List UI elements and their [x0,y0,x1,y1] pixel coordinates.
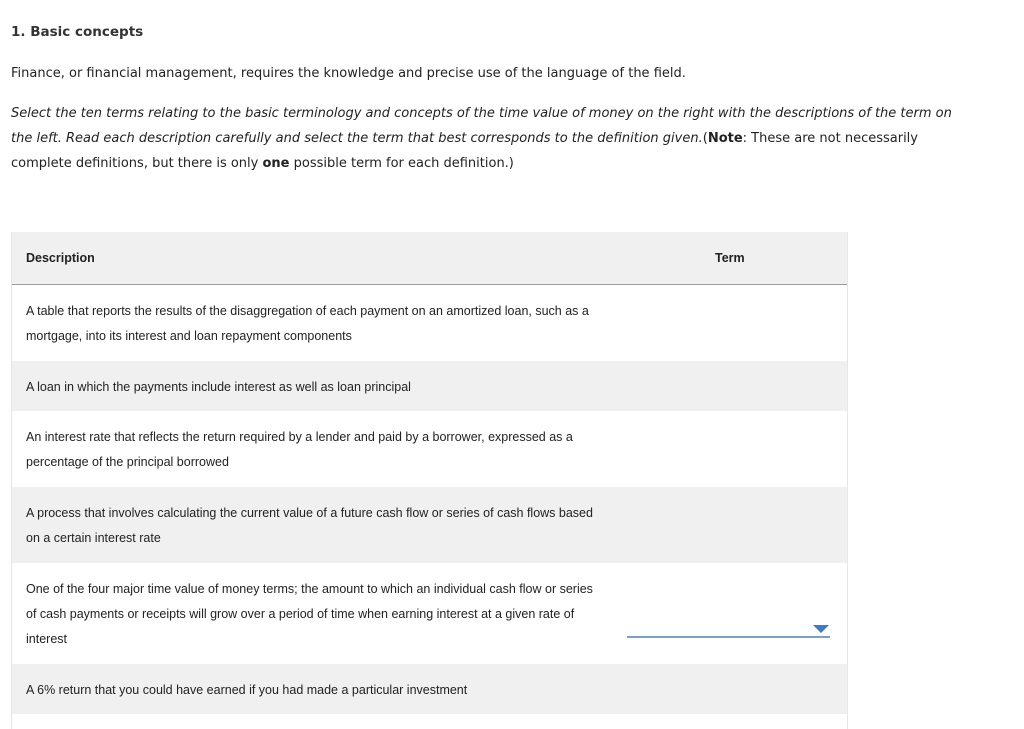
table-row [12,487,847,563]
table-row [12,361,847,411]
row-description: A loan in which the payments include interest as well as loan principal [26,380,411,394]
instructions-text [11,101,971,176]
table-row [12,285,847,361]
intro-text: Finance, or financial management, requires the knowledge and precise use of the language of the field. [11,66,686,81]
row-description: A 6% return that you could have earned if you had made a particular investment [26,683,468,697]
note-mid: : These are not necessarily complete definitions, but there is only [11,131,918,171]
note-label: Note [707,131,743,146]
note-open: ( [702,131,708,146]
table-header [12,232,847,285]
matching-table [11,232,848,729]
note-end: possible term for each definition.) [289,156,514,171]
row-description: A table that reports the results of the disaggregation of each payment on an amortized loan, such as a mortgage, into its interest and loan repayment components [26,304,589,343]
column-header-term: Term [715,251,745,265]
table-row [12,411,847,487]
row-description: An interest rate that reflects the return required by a lender and paid by a borrower, expressed as a percentage of the principal borrowed [26,430,573,469]
row-description: A process that involves calculating the current value of a future cash flow or series of cash flows based on a certain interest rate [26,506,593,545]
row-description: One of the four major time value of money terms; the amount to which an individual cash flow or series of cash payments or receipts will grow over a period of time when earning interest at a given rate of interest [26,582,593,646]
section-heading: 1. Basic concepts [11,24,144,40]
table-row [12,664,847,714]
table-row [12,563,847,664]
note-bold-one: one [262,156,290,171]
instructions-italic: Select the ten terms relating to the basic terminology and concepts of the time value of money on the right with the descriptions of the term on the left. Read each description carefully and select the term that best corresponds to the definition given. [11,106,952,146]
column-header-description: Description [26,251,95,265]
